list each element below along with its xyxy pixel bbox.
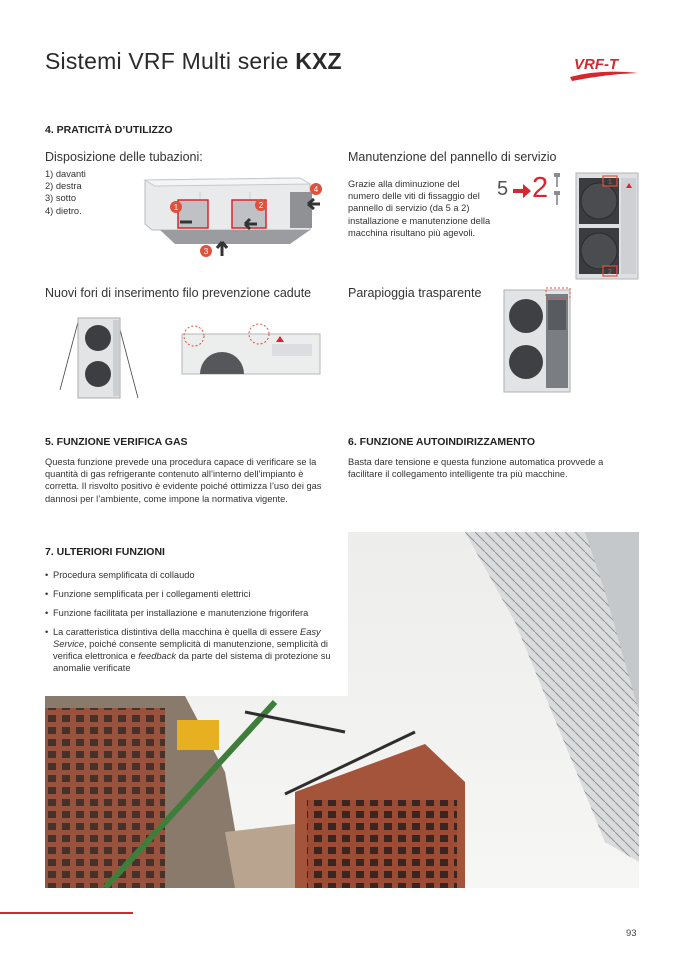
section-7-heading: 7. ULTERIORI FUNZIONI bbox=[45, 546, 165, 558]
screw-reduction-graphic bbox=[497, 172, 575, 208]
vrf-t-logo bbox=[566, 50, 642, 84]
list-item: 3) sotto bbox=[45, 193, 77, 204]
arrow-right-icon bbox=[513, 184, 531, 198]
section-7-list bbox=[45, 569, 345, 681]
service-panel-text: Grazie alla diminuzione del numero delle viti di fissaggio del pannello di servizio (da 5 a 2) installazione e manutenzione della macchina risultano più agevoli. bbox=[348, 179, 491, 238]
marker-2: 2 bbox=[258, 201, 264, 210]
section-5-heading: 5. FUNZIONE VERIFICA GAS bbox=[45, 436, 188, 448]
piping-diagram-image bbox=[140, 172, 330, 262]
rain-cover-unit-image bbox=[502, 286, 572, 394]
panel-marker-1: 1 bbox=[608, 179, 612, 186]
service-panel-title: Manutenzione del pannello di servizio bbox=[348, 150, 557, 164]
screw-icon bbox=[552, 173, 562, 207]
list-item: 1) davanti bbox=[45, 169, 86, 179]
page-title: Sistemi VRF Multi serie KXZ bbox=[45, 48, 342, 74]
section-5-text: Questa funzione prevede una procedura capace di verificare se la quantità di gas refrigerante contenuto all’interno dell’impianto è corretta. Il risvolto positivo è evidente poiché ottimizza l’uso dei gas dannosi per l’ambiente, come impone la normativa vigente. bbox=[45, 457, 322, 504]
list-item: • Funzione semplificata per i collegamenti elettrici bbox=[45, 588, 345, 600]
fixing-holes-image bbox=[180, 322, 322, 378]
list-item: • Funzione facilitata per installazione e manutenzione frigorifera bbox=[45, 607, 345, 619]
list-item: 2) destra bbox=[45, 181, 82, 192]
unit-with-wires-image bbox=[58, 312, 143, 404]
section-4-heading: 4. PRATICITÀ D’UTILIZZO bbox=[45, 124, 173, 136]
panel-marker-2: 2 bbox=[608, 269, 612, 276]
piping-list bbox=[45, 168, 86, 217]
footer-red-line bbox=[0, 912, 133, 914]
section-6-text: Basta dare tensione e questa funzione automatica provvede a facilitare il collegamento intelligente tra più macchine. bbox=[348, 457, 604, 480]
list-item: • La caratteristica distintiva della macchina è quella di essere Easy Service, poiché consente semplicità di manutenzione, semplicità di verifica elettronica e feedback da parte del sistema di protezione su anomalie verificate bbox=[45, 626, 345, 674]
marker-3: 3 bbox=[203, 247, 209, 256]
piping-title: Disposizione delle tubazioni: bbox=[45, 150, 203, 164]
marker-4: 4 bbox=[313, 185, 319, 194]
marker-1: 1 bbox=[173, 203, 179, 212]
to-count: 2 bbox=[532, 172, 549, 204]
holes-title: Nuovi fori di inserimento filo prevenzione cadute bbox=[45, 286, 312, 300]
section-6-heading: 6. FUNZIONE AUTOINDIRIZZAMENTO bbox=[348, 436, 536, 448]
list-item: 4) dietro. bbox=[45, 205, 82, 216]
outdoor-unit-image bbox=[575, 172, 639, 280]
page-number: 93 bbox=[626, 928, 637, 939]
from-count: 5 bbox=[497, 178, 509, 200]
list-item: • Procedura semplificata di collaudo bbox=[45, 569, 345, 581]
rain-cover-title: Parapioggia trasparente bbox=[348, 286, 482, 300]
svg-text:VRF-T: VRF-T bbox=[574, 56, 619, 73]
